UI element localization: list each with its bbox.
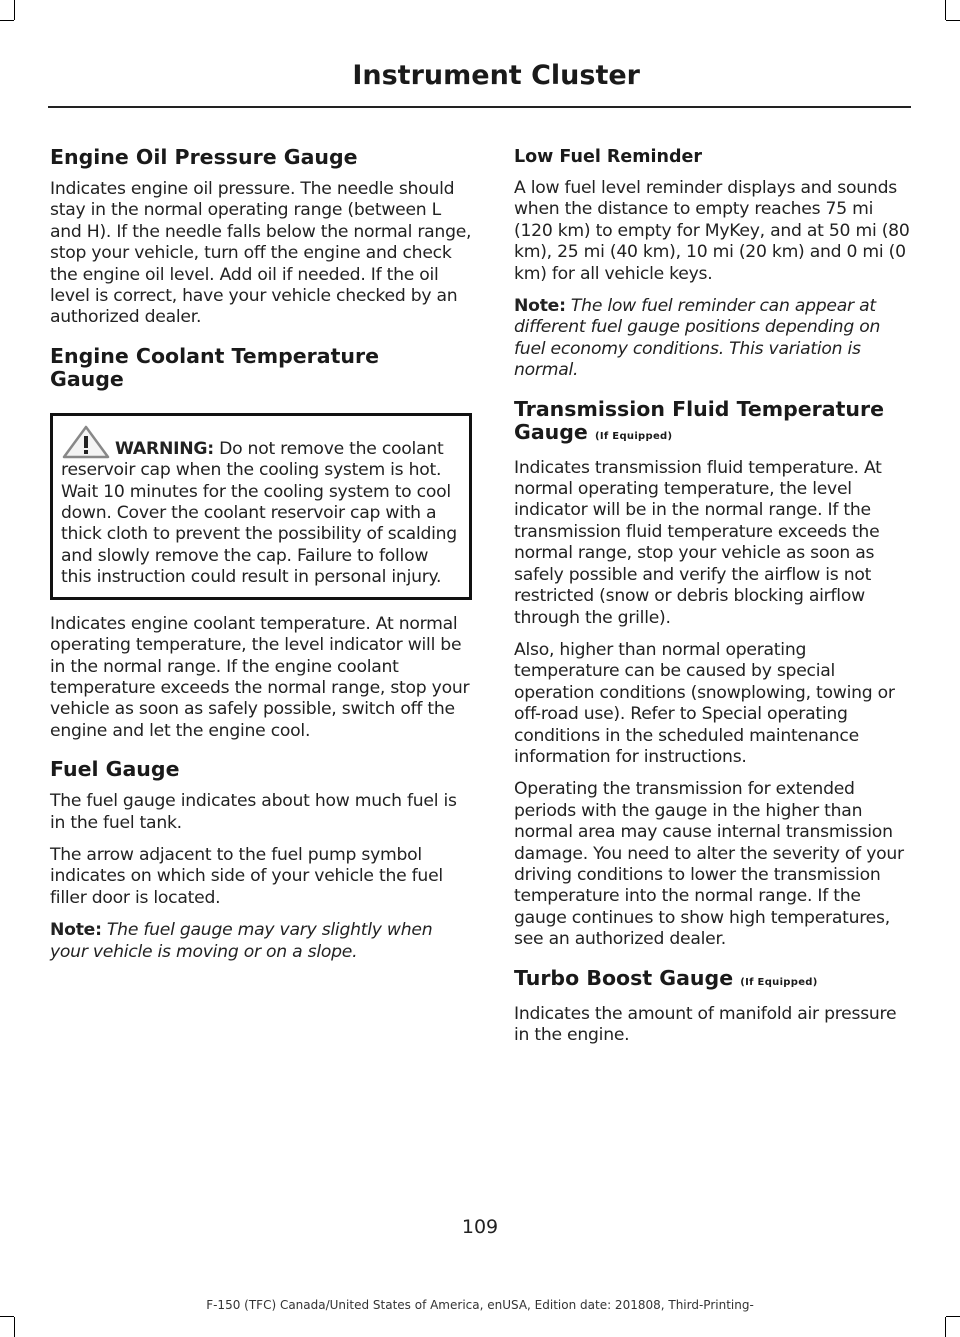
coolant-text: Indicates engine coolant temperature. At normal operating temperature, the level indicator will be in the normal range. If the engine coolant temperature exceeds the normal range, stop your vehicle as soon as safely possible, switch off the engine and let the engine cool. (50, 613, 470, 741)
if-equipped-label: (If Equipped) (594, 430, 673, 442)
low-fuel-text: A low fuel level reminder displays and sounds when the distance to empty reaches 75 mi (120 km) to empty for MyKey, and at 50 mi (80 km), 25 mi (40 km), 10 mi (20 km) and 0 mi (0 km) for all vehicle keys. (514, 178, 910, 284)
crop-mark (946, 1316, 960, 1317)
transmission-heading: Transmission Fluid Temperature Gauge (If Equipped) (514, 396, 885, 444)
note-text: The fuel gauge may vary slightly when your vehicle is moving or on a slope. (50, 920, 433, 962)
crop-mark (945, 1317, 946, 1337)
fuel-arrow-text: The arrow adjacent to the fuel pump symbol indicates on which side of your vehicle the fuel filler door is located. (50, 844, 443, 908)
warning-text: Do not remove the coolant reservoir cap when the cooling system is hot. Wait 10 minutes for the cooling system to cool down. Cover the coolant reservoir cap with a thick cloth to prevent the possibility of scalding and slowly remove the cap. Failure to follow this instruction could result in personal injury. (61, 438, 457, 588)
transmission-text-2: Also, higher than normal operating temperature can be caused by special operation conditions (snowplowing, towing or off-road use). Refer to Special operating conditions in the scheduled maintenance information for instructions. (514, 639, 895, 767)
note-text: The low fuel reminder can appear at different fuel gauge positions depending on fuel economy conditions. This variation is normal. (514, 296, 881, 381)
footer: F-150 (TFC) Canada/United States of America, enUSA, Edition date: 201808, Third-Printing- (206, 1298, 754, 1312)
oil-pressure-heading: Engine Oil Pressure Gauge (50, 145, 358, 169)
coolant-heading: Engine Coolant Temperature Gauge (50, 343, 379, 391)
warning-triangle-icon (61, 424, 111, 460)
crop-mark (14, 1317, 15, 1337)
crop-mark (0, 20, 14, 21)
header-divider (48, 106, 911, 108)
turbo-text: Indicates the amount of manifold air pressure in the engine. (514, 1003, 897, 1045)
warning-box (50, 413, 472, 600)
if-equipped-label: (If Equipped) (740, 976, 818, 988)
page-header (0, 60, 640, 91)
crop-mark (946, 20, 960, 21)
crop-mark (945, 0, 946, 20)
transmission-text-3: Operating the transmission for extended periods with the gauge in the higher than normal area may cause internal transmission damage. You need to alter the severity of your driving conditions to lower the transmission temperature into the normal range. If the gauge continues to show high temperatures, see an authorized dealer. (514, 779, 904, 950)
low-fuel-heading: Low Fuel Reminder (514, 147, 702, 167)
fuel-gauge-heading: Fuel Gauge (50, 757, 180, 782)
note-label: Note: (514, 296, 566, 317)
turbo-heading: Turbo Boost Gauge (If Equipped) (514, 965, 818, 990)
fuel-gauge-text: The fuel gauge indicates about how much fuel is in the fuel tank. (50, 791, 457, 833)
warning-label: WARNING: (115, 438, 214, 459)
page-title: Instrument Cluster (352, 60, 640, 91)
page-number: 109 (461, 1216, 499, 1238)
fuel-note (50, 920, 472, 963)
crop-mark (0, 1316, 14, 1317)
left-column (50, 146, 472, 974)
note-label: Note: (50, 920, 102, 941)
transmission-text-1: Indicates transmission fluid temperature. At normal operating temperature, the level indicator will be in the normal range. If the transmission fluid temperature exceeds the normal range, stop your vehicle as soon as safely possible and verify the airflow is not restricted (snow or debris blocking airflow through the grille). (514, 457, 882, 628)
oil-pressure-text: Indicates engine oil pressure. The needle should stay in the normal operating range (between L and H). If the needle falls below the normal range, stop your vehicle, turn off the engine and check the engine oil level. Add oil if needed. If the oil level is correct, have your vehicle checked by an authorized dealer. (50, 179, 472, 328)
low-fuel-note (514, 296, 914, 382)
right-column (514, 146, 914, 1057)
crop-mark (14, 0, 15, 20)
